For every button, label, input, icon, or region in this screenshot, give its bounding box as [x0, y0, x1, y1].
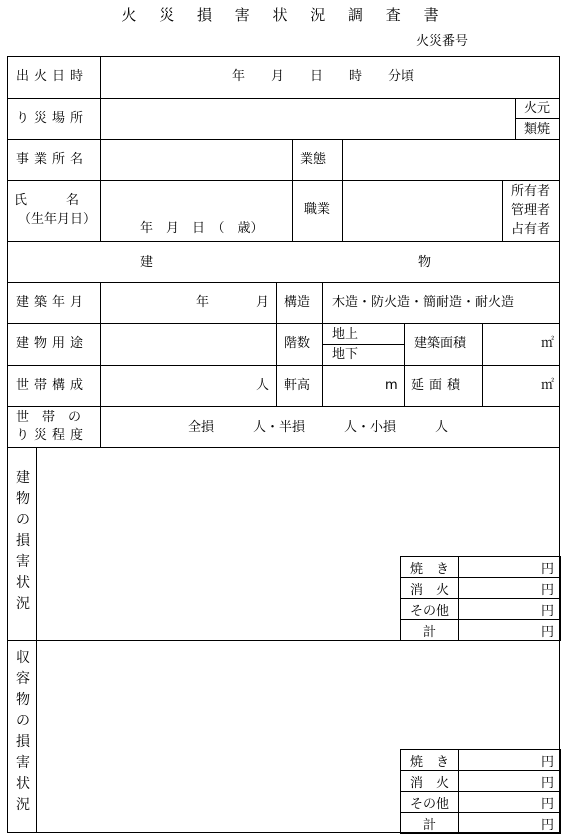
role-owner[interactable]: 所有者 [511, 184, 551, 199]
cost-field[interactable]: 円 [459, 599, 561, 620]
building-header-right: 物 [418, 255, 432, 270]
floors-label: 階数 [284, 336, 311, 351]
floor-area-unit[interactable]: ㎡ [541, 378, 555, 393]
damage-degree-label-bottom: り災程度 [16, 428, 89, 443]
business-type-label: 業態 [300, 152, 327, 167]
damage-degree-label-top: 世 帯 の [16, 410, 82, 425]
name-label: 氏 名 [14, 193, 80, 208]
row-divider [7, 406, 560, 407]
building-damage-label: 建 物 の 損 害 状 況 [16, 470, 30, 612]
cost-field[interactable]: 円 [459, 813, 561, 834]
form-title: 火 災 損 害 状 況 調 査 書 [121, 6, 448, 24]
spread-label[interactable]: 類焼 [524, 122, 551, 137]
cost-field[interactable]: 円 [459, 620, 561, 641]
eaves-height-unit[interactable]: m [385, 378, 398, 393]
row-divider [7, 139, 560, 140]
contents-damage-field[interactable] [37, 641, 559, 749]
row-divider [7, 241, 560, 242]
cost-field[interactable]: 円 [459, 578, 561, 599]
origin-label[interactable]: 火元 [524, 101, 551, 116]
row-divider [7, 365, 560, 366]
building-header-left: 建 [140, 255, 154, 270]
location-side-split [515, 118, 560, 119]
building-area-unit[interactable]: ㎡ [541, 336, 555, 351]
role-occupant[interactable]: 占有者 [511, 222, 551, 237]
role-manager[interactable]: 管理者 [511, 203, 551, 218]
business-divider [342, 139, 343, 241]
area-divider [404, 323, 405, 406]
cost-field[interactable]: 円 [459, 750, 561, 771]
label-column-line [100, 282, 101, 447]
eaves-height-label: 軒高 [284, 378, 311, 393]
building-cost-table [400, 556, 561, 641]
structure-label: 構造 [284, 295, 311, 310]
location-field[interactable] [101, 99, 515, 139]
cost-field[interactable]: 円 [459, 557, 561, 578]
cost-row-total: 計 円 [401, 813, 561, 834]
fire-date-field[interactable]: 年 月 日 時 分頃 [232, 69, 415, 84]
usage-label: 建物用途 [16, 336, 89, 351]
area-divider [482, 323, 483, 406]
cost-field[interactable]: 円 [459, 771, 561, 792]
cost-row-total: 計 円 [401, 620, 561, 641]
building-damage-field[interactable] [37, 448, 559, 556]
household-label: 世帯構成 [16, 378, 89, 393]
cost-row-extinguish: 消 火 円 [401, 771, 561, 792]
damage-degree-field[interactable]: 全損 人・半損 人・小損 人 [188, 420, 449, 435]
cost-row-other: その他 円 [401, 599, 561, 620]
birthdate-field[interactable]: 年 月 日 （ 歳） [140, 221, 264, 236]
cost-field[interactable]: 円 [459, 792, 561, 813]
built-year-unit[interactable]: 年 [196, 295, 210, 310]
cost-row-other: その他 円 [401, 792, 561, 813]
built-year-label: 建築年月 [16, 295, 89, 310]
business-name-label: 事業所名 [16, 152, 89, 167]
fire-date-label: 出火日時 [16, 69, 89, 84]
business-divider [292, 139, 293, 241]
fire-number-label: 火災番号 [416, 34, 469, 49]
label-column-line [100, 56, 101, 241]
building-area-label: 建築面積 [414, 336, 467, 351]
floors-above-label[interactable]: 地上 [332, 327, 359, 342]
contents-damage-label: 収 容 物 の 損 害 状 況 [16, 650, 30, 813]
floor-area-label: 延面積 [411, 378, 466, 393]
role-divider [502, 180, 503, 241]
row-divider [7, 180, 560, 181]
floors-split [322, 344, 404, 345]
location-label: り災場所 [16, 111, 89, 126]
row-divider [7, 323, 560, 324]
built-month-unit[interactable]: 月 [256, 295, 270, 310]
occupation-label: 職業 [304, 202, 331, 217]
structure-options[interactable]: 木造・防火造・簡耐造・耐火造 [332, 295, 515, 310]
birthdate-label: （生年月日） [18, 212, 97, 227]
household-people-unit[interactable]: 人 [256, 378, 270, 393]
cost-row-extinguish: 消 火 円 [401, 578, 561, 599]
cost-row-burn: 焼 き 円 [401, 750, 561, 771]
building-mid-divider [276, 282, 277, 406]
floors-below-label[interactable]: 地下 [332, 347, 359, 362]
cost-row-burn: 焼 き 円 [401, 557, 561, 578]
row-divider [7, 282, 560, 283]
contents-cost-table [400, 749, 561, 834]
